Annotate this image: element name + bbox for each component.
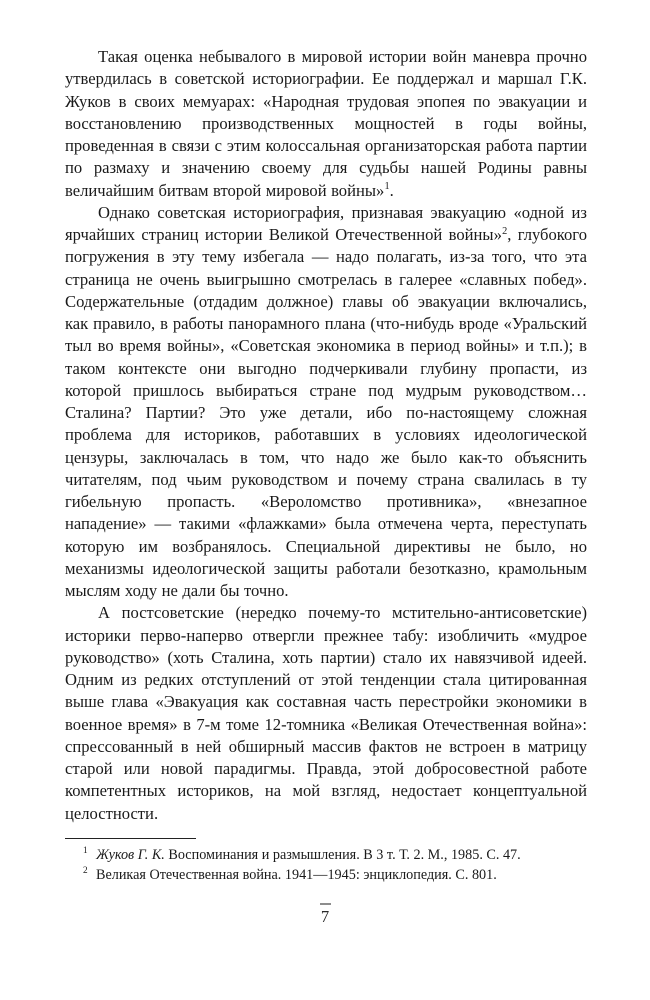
footnote-number: 2 — [83, 865, 88, 876]
footnote-text: Воспоминания и размышления. В 3 т. Т. 2. М., 1985. С. 47. — [164, 847, 521, 863]
footnote-number: 1 — [83, 846, 88, 856]
folio-mark-icon — [320, 903, 331, 905]
paragraph-2-tail: , глубокого погружения в эту тему избегала — надо полагать, из-за того, что эта страница не очень выигрышно смотрелась в галерее «славных побед». Содержательные (отдадим должное) главы об эвакуации включались, как правило, в работы панорамного плана (что-нибудь вроде «Уральский тыл во время войны», «Советская экономика в период войны» и т.п.); в таком контексте они выгодно подчеркивали глубину пропасти, из которой пришлось выбираться стране под мудрым руководством… Сталина? Партии? Это уже детали, ибо по-настоящему сложная проблема для историков, работавших в условиях идеологической цензуры, заключалась в том, что надо же было как-то объяснить читателям, под чьим руководством и почему страна свалилась в ту гибельную пропасть. «Вероломство противника», «внезапное нападение» — такими «флажками» была отмечена черта, переступать которую им возбранялось. Специальной директивы не было, но механизмы идеологической защиты работали безотказно, крамольным мыслям ходу не дали бы точно. — [65, 225, 587, 600]
footnote-item — [65, 866, 587, 886]
footnote-item — [65, 846, 587, 866]
page-number: 7 — [320, 907, 330, 926]
paragraph-2 — [65, 202, 587, 603]
paragraph-1 — [65, 46, 587, 202]
footnote-text: Великая Отечественная война. 1941—1945: энциклопедия. С. 801. — [96, 866, 497, 883]
footnote-author: Жуков Г. К. — [96, 847, 165, 863]
footnote-separator-rule — [65, 838, 196, 839]
page-folio — [0, 903, 650, 927]
footnote-list — [65, 846, 587, 885]
paragraph-1-text: Такая оценка небывалого в мировой истории войн маневра прочно утвердилась в советской историографии. Ее поддержал и маршал Г.К. Жуков в своих мемуарах: «Народная трудовая эпопея по эвакуации и восстановлению производственных мощностей в годы войны, проведенная в связи с этим колоссальная организаторская работа партии по размаху и значению своему для судьбы нашей Родины равны величайшим битвам второй мировой войны» — [65, 47, 587, 200]
paragraph-3: А постсоветские (нередко почему-то мстительно-антисоветские) историки перво-наперво отвергли прежнее табу: изобличить «мудрое руководство» (хоть Сталина, хоть партии) стало их навязчивой идеей. Одним из редких отступлений от этой тенденции стала цитированная выше глава «Эвакуация как составная часть перестройки экономики в военное время» в 7-м томе 12-томника «Великая Отечественная война»: спрессованный в ней обширный массив фактов не встроен в матрицу старой или новой парадигмы. Правда, этой добросовестной работе компетентных историков, на мой взгляд, недостает концептуальной целостности. — [65, 603, 587, 823]
body-text-block — [65, 46, 587, 825]
paragraph-1-tail: . — [389, 180, 394, 200]
footnote-area — [65, 838, 587, 885]
paragraph-2-text: Однако советская историография, признавая эвакуацию «одной из ярчайших страниц истории Великой Отечественной войны» — [65, 202, 587, 244]
footnote-reference-2[interactable]: 2 — [502, 225, 508, 237]
footnote-reference-1[interactable]: 1 — [384, 181, 390, 193]
